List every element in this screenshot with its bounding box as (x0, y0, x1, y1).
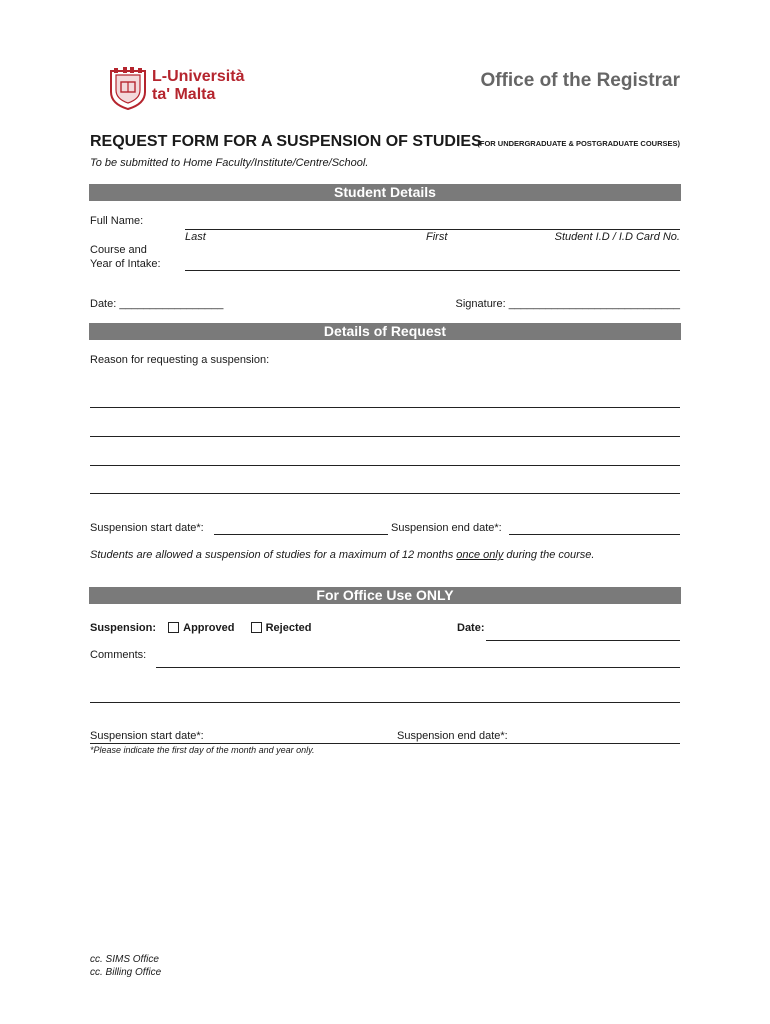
form-title: REQUEST FORM FOR A SUSPENSION OF STUDIES (90, 133, 482, 150)
university-logo (108, 66, 253, 110)
cc-sims-office: cc. SIMS Office (90, 954, 159, 965)
signature-field[interactable]: Signature: ____________________________ (455, 298, 680, 310)
suspension-label: Suspension: (90, 622, 157, 634)
approved-checkbox[interactable] (168, 622, 179, 633)
office-title: Office of the Registrar (480, 70, 680, 91)
office-end-date-label: Suspension end date*: (397, 730, 508, 742)
note-text-before: Students are allowed a suspension of studies for a maximum of 12 months (90, 549, 457, 561)
comments-label: Comments: (90, 649, 147, 661)
student-id-caption: Student I.D / I.D Card No. (554, 231, 680, 243)
approved-label: Approved (183, 622, 235, 634)
request-start-date-field[interactable] (214, 534, 388, 535)
suspension-decision (90, 622, 311, 634)
course-year-field[interactable] (185, 270, 680, 271)
comments-line-1[interactable] (156, 667, 680, 668)
note-text-after: during the course. (503, 549, 595, 561)
student-details-header: Student Details (89, 184, 681, 201)
request-details-header: Details of Request (89, 323, 681, 340)
office-date-label: Date: (457, 622, 485, 634)
cc-billing-office: cc. Billing Office (90, 967, 162, 978)
logo-text-line2: ta' Malta (152, 86, 216, 103)
reason-line-4[interactable] (90, 493, 680, 494)
submission-note: To be submitted to Home Faculty/Institute/Centre/School. (90, 157, 369, 169)
course-label-line2: Year of Intake: (90, 258, 161, 270)
reason-label: Reason for requesting a suspension: (90, 354, 270, 366)
full-name-label: Full Name: (90, 215, 144, 227)
date-field[interactable]: Date: _________________ (90, 298, 224, 310)
full-name-field[interactable] (185, 229, 680, 230)
rejected-checkbox[interactable] (251, 622, 262, 633)
suspension-limit-note (90, 549, 594, 561)
date-footnote: *Please indicate the first day of the month and year only. (90, 745, 315, 755)
request-end-date-field[interactable] (509, 534, 680, 535)
office-use-header: For Office Use ONLY (89, 587, 681, 604)
office-date-range-field[interactable] (90, 743, 680, 744)
comments-line-2[interactable] (90, 702, 680, 703)
reason-line-2[interactable] (90, 436, 680, 437)
course-label-line1: Course and (90, 244, 147, 256)
form-scope: (FOR UNDERGRADUATE & POSTGRADUATE COURSES) (477, 139, 680, 148)
reason-line-1[interactable] (90, 407, 680, 408)
university-crest-icon (108, 66, 148, 110)
first-name-caption: First (426, 231, 448, 243)
request-end-date-label: Suspension end date*: (391, 522, 502, 534)
note-text-underlined: once only (456, 549, 504, 561)
last-name-caption: Last (185, 231, 206, 243)
request-start-date-label: Suspension start date*: (90, 522, 204, 534)
rejected-label: Rejected (265, 622, 312, 634)
reason-line-3[interactable] (90, 465, 680, 466)
office-start-date-label: Suspension start date*: (90, 730, 204, 742)
logo-text-line1: L-Università (152, 68, 245, 85)
office-date-field[interactable] (486, 640, 680, 641)
